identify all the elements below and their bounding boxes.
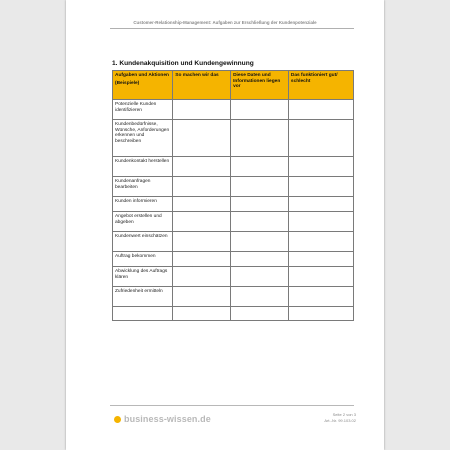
input-cell — [231, 177, 289, 197]
table-row — [113, 267, 354, 287]
header-title: Customer-Relationship-Management: Aufgaben zur Erschließung der Kundenpotenziale — [133, 20, 317, 25]
task-table — [112, 70, 354, 321]
column-header-label: Aufgaben und Aktionen — [115, 73, 169, 78]
table-row — [113, 287, 354, 307]
table-row — [113, 157, 354, 177]
input-cell — [231, 232, 289, 252]
input-cell — [173, 252, 231, 267]
column-header-data: Diese Daten und Informationen liegen vor — [231, 71, 289, 100]
input-cell — [231, 100, 289, 120]
section-title: 1. Kundenakquisition und Kundengewinnung — [112, 60, 254, 67]
table-row — [113, 120, 354, 157]
input-cell — [231, 287, 289, 307]
input-cell — [231, 267, 289, 287]
table-row — [113, 232, 354, 252]
task-cell: Kundenkontakt herstellen — [113, 157, 173, 177]
input-cell — [231, 197, 289, 212]
input-cell — [288, 197, 353, 212]
logo-text: business-wissen.de — [124, 414, 211, 424]
input-cell — [173, 177, 231, 197]
input-cell — [173, 120, 231, 157]
page-meta — [324, 412, 356, 424]
column-header-rating: Das funktioniert gut/ schlecht — [288, 71, 353, 100]
table-header-row — [113, 71, 354, 100]
table-row — [113, 197, 354, 212]
input-cell — [288, 177, 353, 197]
article-number: Art.-Nr. 99.103.02 — [324, 418, 356, 423]
task-cell: Potenzielle Kunden identifizieren — [113, 100, 173, 120]
table-row — [113, 212, 354, 232]
input-cell — [173, 197, 231, 212]
input-cell — [173, 307, 231, 321]
input-cell — [231, 120, 289, 157]
header-divider — [110, 28, 354, 29]
table-row — [113, 100, 354, 120]
task-cell: Abwicklung des Auftrags klären — [113, 267, 173, 287]
input-cell — [288, 267, 353, 287]
column-header-tasks — [113, 71, 173, 100]
input-cell — [173, 232, 231, 252]
footer-divider — [110, 405, 354, 406]
input-cell — [231, 212, 289, 232]
task-cell: Kundenanfragen bearbeiten — [113, 177, 173, 197]
column-header-approach: So machen wir das — [173, 71, 231, 100]
table-row — [113, 307, 354, 321]
input-cell — [288, 307, 353, 321]
input-cell — [173, 212, 231, 232]
task-cell — [113, 307, 173, 321]
table-row — [113, 177, 354, 197]
input-cell — [288, 100, 353, 120]
input-cell — [288, 212, 353, 232]
logo-dot-icon — [114, 416, 121, 423]
input-cell — [173, 267, 231, 287]
input-cell — [173, 157, 231, 177]
document-page — [66, 0, 384, 450]
input-cell — [231, 307, 289, 321]
input-cell — [231, 252, 289, 267]
task-cell: Kundenwert einschätzen — [113, 232, 173, 252]
input-cell — [231, 157, 289, 177]
task-cell: Zufriedenheit ermitteln — [113, 287, 173, 307]
task-cell: Angebot erstellen und abgeben — [113, 212, 173, 232]
input-cell — [288, 252, 353, 267]
input-cell — [288, 232, 353, 252]
input-cell — [288, 287, 353, 307]
input-cell — [173, 287, 231, 307]
task-cell: Kundenbedürfnisse, Wünsche, Anforderungen erkennen und beschreiben — [113, 120, 173, 157]
page-number: Seite 2 von 3 — [332, 412, 356, 417]
input-cell — [288, 120, 353, 157]
brand-logo — [114, 414, 211, 424]
column-header-sub: (Beispiele) — [115, 80, 140, 86]
input-cell — [173, 100, 231, 120]
input-cell — [288, 157, 353, 177]
table-row — [113, 252, 354, 267]
task-cell: Auftrag bekommen — [113, 252, 173, 267]
task-cell: Kunden informieren — [113, 197, 173, 212]
